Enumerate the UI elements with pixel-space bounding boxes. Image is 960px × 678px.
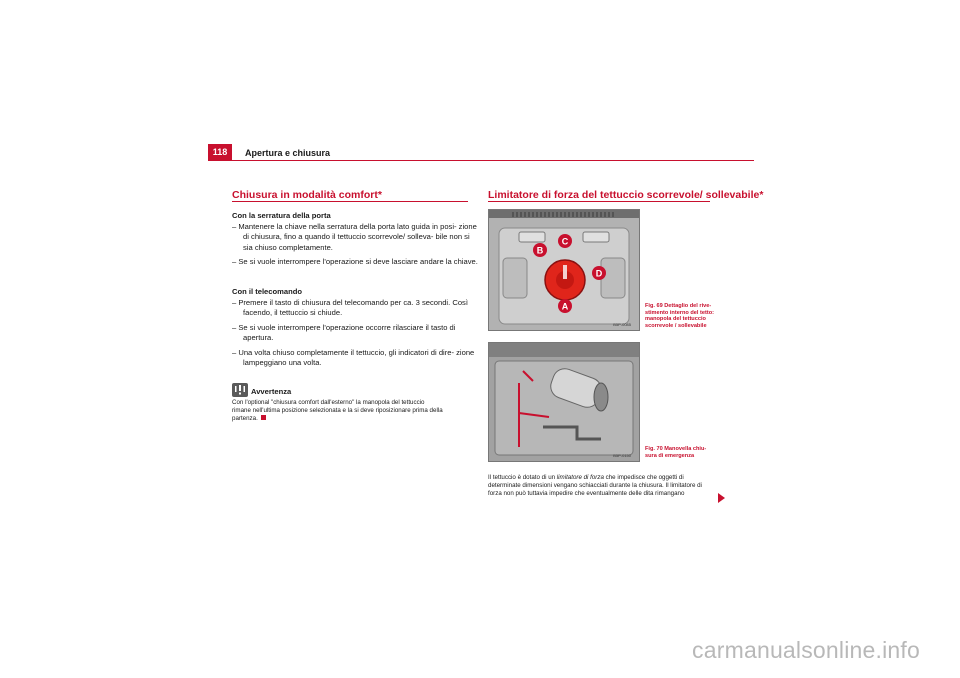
figure-69 [488,209,640,331]
list-item: – Una volta chiuso completamente il tettuccio, gli indicatori di dire- zione lampeggiano una volta. [232,348,475,368]
right-section-title: Limitatore di forza del tettuccio scorrevole/ sollevabile* [488,189,764,201]
list-item: – Mantenere la chiave nella serratura della porta lato guida in posi- zione di chiusura, fino a quando il tettuccio scorrevole/ solleva- bile non si sia chiuso completamente. [232,222,477,252]
fig70-caption: Fig. 70 Manovella chiu- sura di emergenza [645,446,707,459]
warning-note-icon [232,383,248,397]
watermark: carmanualsonline.info [692,637,920,663]
figure-70 [488,342,640,462]
note-text [232,399,444,424]
fig69-label-c: C [561,236,569,247]
list-item: – Se si vuole interrompere l'operazione si deve lasciare andare la chiave. [232,257,478,266]
fig69-label-d: D [595,268,603,279]
note-title: Avvertenza [251,387,292,396]
continue-arrow-icon [718,493,725,503]
end-of-section-icon [261,415,266,420]
right-body-text [488,474,716,498]
fig70-code: B5P-0150 [613,453,631,458]
header-divider [232,160,754,161]
body-text-part1: Il tettuccio è dotato di un [488,474,557,481]
fig69-label-a: A [561,301,569,312]
emergency-crank-illustration [489,343,639,461]
left-title-rule [232,201,468,202]
running-title: Apertura e chiusura [245,148,331,158]
subheading-door-lock: Con la serratura della porta [232,211,331,220]
left-section-title: Chiusura in modalità comfort* [232,189,382,201]
list-item: – Premere il tasto di chiusura del telecomando per ca. 3 secondi. Così facendo, il tettuccio si chiude. [232,298,468,318]
body-text-italic: limitatore di forza [556,474,604,481]
right-title-rule [488,201,710,202]
note-body: Con l'optional "chiusura comfort dall'esterno" la manopola del tettuccio rimane nell'ultima posizione selezionata e la si deve riposizionare prima della partenza. [232,399,443,423]
body-text-part2: che impedisce che oggetti di determinate dimensioni vengano schiacciati durante la chiusura. Il limitatore di forza non può tuttavia impedire che eventualmente delle dita rimangano [488,474,702,498]
page-number: 118 [208,144,232,161]
fig69-code: B5P-0085 [613,322,631,327]
roof-console-illustration [489,210,639,330]
subheading-remote: Con il telecomando [232,287,303,296]
list-item: – Se si vuole interrompere l'operazione occorre rilasciare il tasto di apertura. [232,323,456,343]
fig69-caption: Fig. 69 Dettaglio del rive- stimento interno del tetto: manopola del tettuccio scorrevole / sollevabile [645,303,714,329]
fig69-label-b: B [536,245,544,256]
